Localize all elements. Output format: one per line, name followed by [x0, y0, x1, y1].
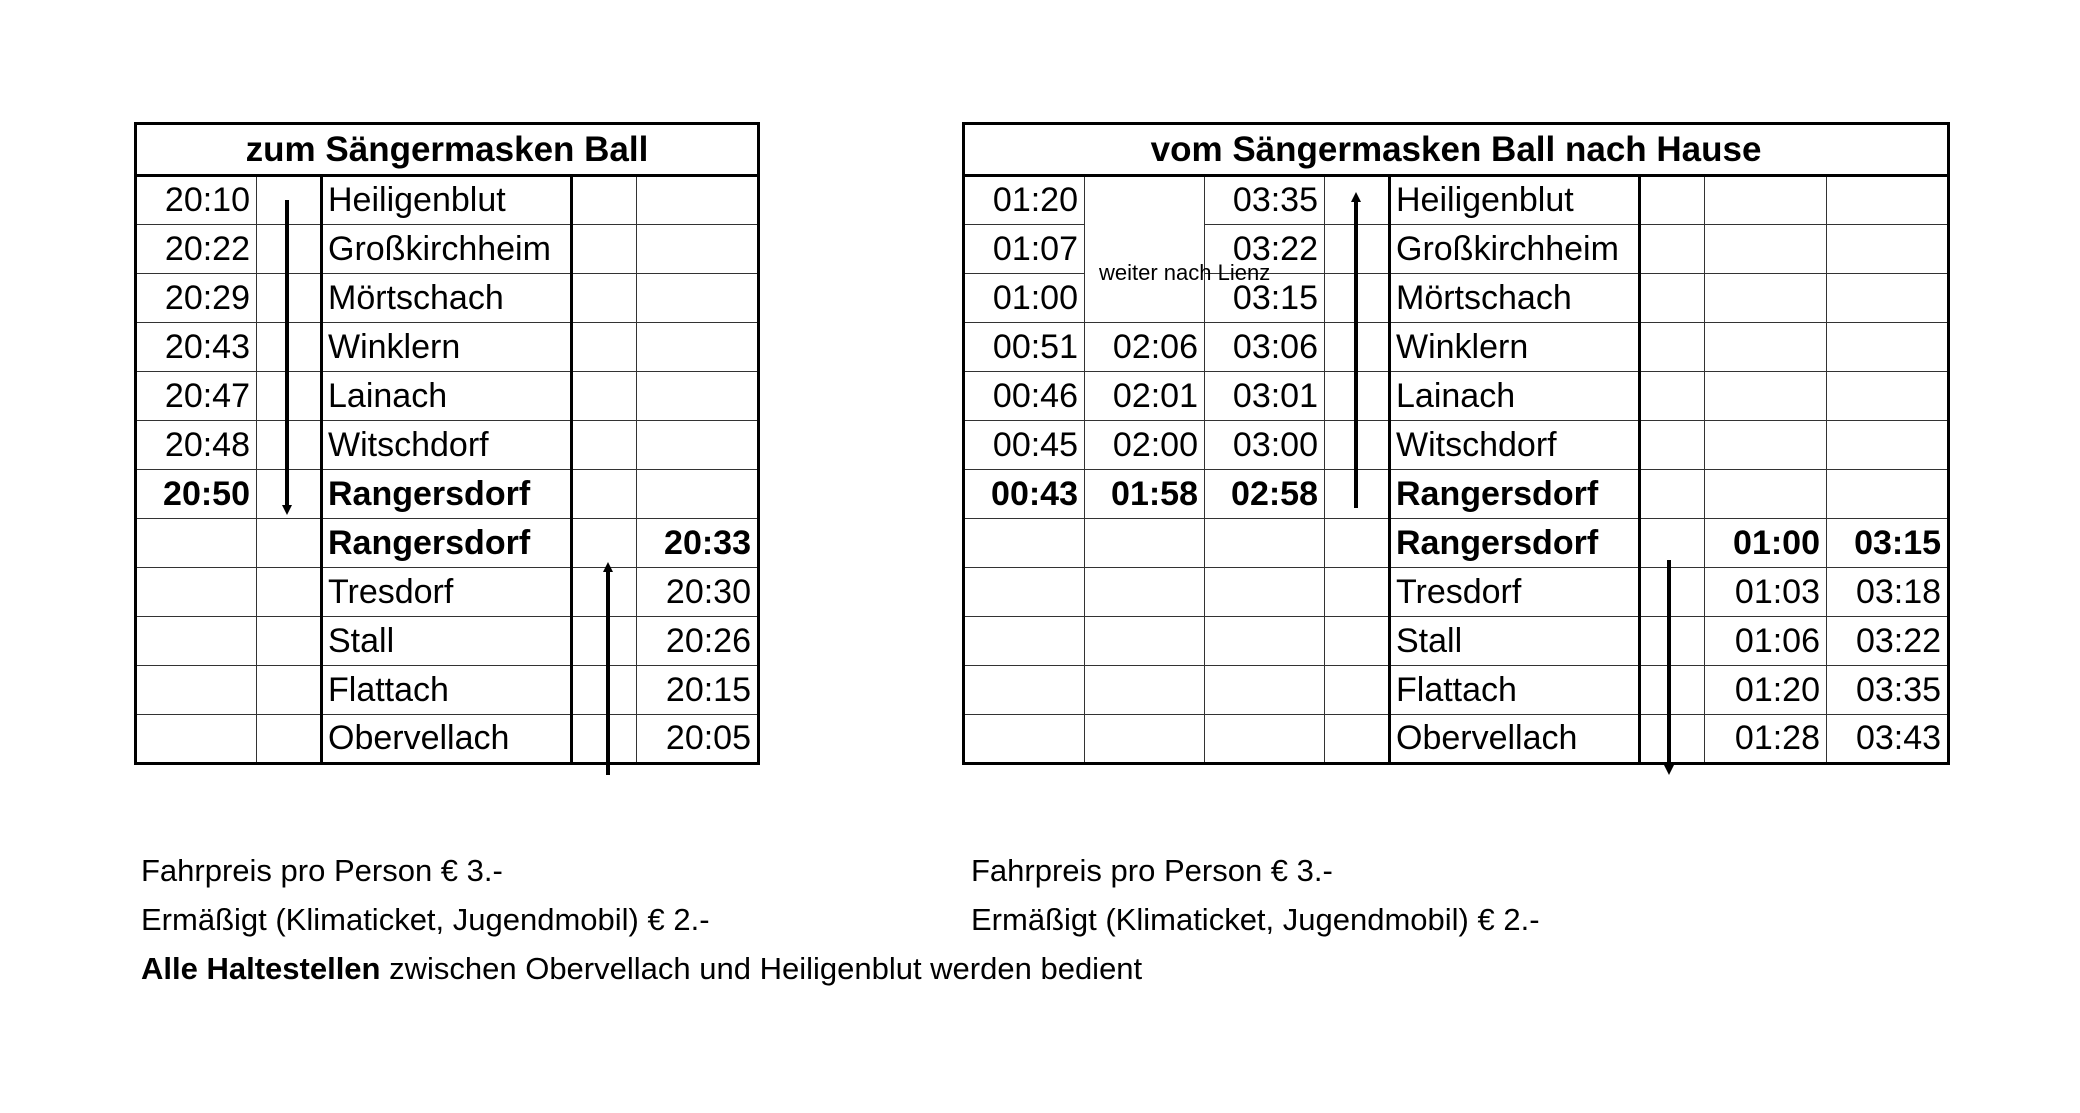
departure-time [1705, 470, 1827, 519]
table-row [136, 372, 759, 421]
departure-time [964, 519, 1085, 568]
departure-time [1705, 372, 1827, 421]
stop-name: Tresdorf [1390, 568, 1640, 617]
departure-time: 03:00 [1205, 421, 1325, 470]
departure-time: 03:15 [1827, 519, 1949, 568]
departure-time [136, 666, 257, 715]
departure-time [1705, 274, 1827, 323]
departure-time [1827, 323, 1949, 372]
departure-time: 01:03 [1705, 568, 1827, 617]
departure-time: 20:33 [637, 519, 759, 568]
stop-name: Großkirchheim [322, 225, 572, 274]
departure-time: 20:47 [136, 372, 257, 421]
arrow-column [1325, 323, 1390, 372]
arrow-column [257, 568, 322, 617]
arrow-column [257, 176, 322, 225]
arrow-column [572, 421, 637, 470]
stop-name: Flattach [1390, 666, 1640, 715]
table-row [964, 225, 1949, 274]
stop-name: Stall [1390, 617, 1640, 666]
departure-time [1085, 519, 1205, 568]
return-title: vom Sängermasken Ball nach Hause [964, 124, 1949, 176]
stop-name: Witschdorf [1390, 421, 1640, 470]
departure-time: 01:00 [1705, 519, 1827, 568]
stop-name: Rangersdorf [1390, 470, 1640, 519]
departure-time [1205, 715, 1325, 764]
fare-text: Fahrpreis pro Person € 3.- [141, 853, 503, 888]
departure-time: 20:29 [136, 274, 257, 323]
departure-time: 01:07 [964, 225, 1085, 274]
arrow-column [1640, 176, 1705, 225]
arrow-column [257, 274, 322, 323]
departure-time: 01:06 [1705, 617, 1827, 666]
stop-name: Winklern [1390, 323, 1640, 372]
stop-name: Großkirchheim [1390, 225, 1640, 274]
departure-time: 02:06 [1085, 323, 1205, 372]
arrow-column [257, 666, 322, 715]
arrow-column [1640, 470, 1705, 519]
notes-right [971, 846, 1540, 944]
table-row [964, 666, 1949, 715]
stop-name: Rangersdorf [322, 519, 572, 568]
arrow-column [257, 715, 322, 764]
departure-time: 03:22 [1205, 225, 1325, 274]
empty-cell [1085, 176, 1205, 225]
stop-name: Obervellach [322, 715, 572, 764]
arrow-column [1640, 421, 1705, 470]
stop-name: Obervellach [1390, 715, 1640, 764]
arrow-column [1325, 421, 1390, 470]
arrow-column [1640, 568, 1705, 617]
stop-name: Winklern [322, 323, 572, 372]
table-row [136, 666, 759, 715]
arrow-column [1640, 274, 1705, 323]
table-row [136, 519, 759, 568]
arrow-column [257, 519, 322, 568]
departure-time [637, 421, 759, 470]
departure-time [964, 617, 1085, 666]
departure-time [637, 470, 759, 519]
arrow-column [572, 274, 637, 323]
stop-name: Heiligenblut [322, 176, 572, 225]
departure-time [1827, 470, 1949, 519]
departure-time [1085, 568, 1205, 617]
departure-time: 20:50 [136, 470, 257, 519]
departure-time [136, 568, 257, 617]
table-row [136, 421, 759, 470]
arrow-column [572, 519, 637, 568]
departure-time [637, 274, 759, 323]
arrow-column [1640, 519, 1705, 568]
all-stops-bold: Alle Haltestellen [141, 951, 381, 986]
table-row [964, 568, 1949, 617]
departure-time: 01:20 [964, 176, 1085, 225]
departure-time: 20:05 [637, 715, 759, 764]
arrow-column [1325, 519, 1390, 568]
departure-time: 00:51 [964, 323, 1085, 372]
departure-time [136, 617, 257, 666]
stop-name: Rangersdorf [322, 470, 572, 519]
departure-time: 20:43 [136, 323, 257, 372]
departure-time [1827, 421, 1949, 470]
departure-time: 03:18 [1827, 568, 1949, 617]
departure-time: 01:00 [964, 274, 1085, 323]
arrow-column [1640, 617, 1705, 666]
departure-time: 20:22 [136, 225, 257, 274]
arrow-column [257, 421, 322, 470]
arrow-column [257, 470, 322, 519]
arrow-column [257, 372, 322, 421]
departure-time [136, 715, 257, 764]
arrow-column [1325, 617, 1390, 666]
arrow-column [1640, 666, 1705, 715]
departure-time: 02:01 [1085, 372, 1205, 421]
arrow-column [1325, 470, 1390, 519]
stop-name: Flattach [322, 666, 572, 715]
departure-time [1827, 176, 1949, 225]
departure-time [1205, 666, 1325, 715]
reduced-fare-text: Ermäßigt (Klimaticket, Jugendmobil) € 2.- [141, 902, 710, 937]
table-row [964, 372, 1949, 421]
arrow-column [257, 323, 322, 372]
departure-time: 03:35 [1205, 176, 1325, 225]
arrow-column [572, 715, 637, 764]
reduced-fare-text: Ermäßigt (Klimaticket, Jugendmobil) € 2.- [971, 902, 1540, 937]
arrow-column [572, 470, 637, 519]
arrow-column [572, 323, 637, 372]
arrow-column [257, 617, 322, 666]
stop-name: Lainach [322, 372, 572, 421]
return-timetable [962, 122, 1950, 765]
departure-time [1705, 225, 1827, 274]
table-row [964, 470, 1949, 519]
departure-time [964, 715, 1085, 764]
departure-time [637, 176, 759, 225]
departure-time: 01:58 [1085, 470, 1205, 519]
stop-name: Lainach [1390, 372, 1640, 421]
arrow-column [1325, 666, 1390, 715]
table-row [964, 715, 1949, 764]
departure-time [1705, 323, 1827, 372]
table-row [964, 519, 1949, 568]
arrow-column [1325, 715, 1390, 764]
departure-time: 00:43 [964, 470, 1085, 519]
departure-time: 00:46 [964, 372, 1085, 421]
departure-time: 20:10 [136, 176, 257, 225]
arrow-column [1325, 372, 1390, 421]
table-row [136, 568, 759, 617]
departure-time: 03:22 [1827, 617, 1949, 666]
departure-time [1085, 617, 1205, 666]
table-row [964, 421, 1949, 470]
arrow-column [1640, 715, 1705, 764]
table-row [136, 323, 759, 372]
fare-text: Fahrpreis pro Person € 3.- [971, 853, 1333, 888]
table-row [964, 323, 1949, 372]
stop-name: Mörtschach [1390, 274, 1640, 323]
departure-time: 20:15 [637, 666, 759, 715]
table-row [136, 274, 759, 323]
departure-time: 03:35 [1827, 666, 1949, 715]
departure-time [1205, 617, 1325, 666]
departure-time [1205, 568, 1325, 617]
departure-time: 02:00 [1085, 421, 1205, 470]
all-stops-note [141, 944, 1142, 993]
arrow-column [1325, 225, 1390, 274]
departure-time [1705, 176, 1827, 225]
arrow-column [572, 176, 637, 225]
table-row [964, 176, 1949, 225]
stop-name: Rangersdorf [1390, 519, 1640, 568]
stop-name: Tresdorf [322, 568, 572, 617]
departure-time: 00:45 [964, 421, 1085, 470]
table-row [136, 617, 759, 666]
departure-time: 20:30 [637, 568, 759, 617]
departure-time [1705, 421, 1827, 470]
lienz-note: weiter nach Lienz [1085, 225, 1205, 323]
arrow-column [1640, 323, 1705, 372]
arrow-column [572, 225, 637, 274]
departure-time: 20:48 [136, 421, 257, 470]
departure-time [964, 568, 1085, 617]
departure-time [964, 666, 1085, 715]
departure-time [1827, 274, 1949, 323]
arrow-column [572, 666, 637, 715]
departure-time [637, 225, 759, 274]
all-stops-rest: zwischen Obervellach und Heiligenblut werden bedient [380, 951, 1143, 986]
departure-time: 03:06 [1205, 323, 1325, 372]
table-row [136, 470, 759, 519]
stop-name: Stall [322, 617, 572, 666]
table-row [136, 225, 759, 274]
departure-time [1205, 519, 1325, 568]
arrow-column [572, 617, 637, 666]
departure-time: 03:15 [1205, 274, 1325, 323]
departure-time: 03:43 [1827, 715, 1949, 764]
table-row [136, 176, 759, 225]
departure-time [1827, 372, 1949, 421]
departure-time: 20:26 [637, 617, 759, 666]
outbound-title: zum Sängermasken Ball [136, 124, 759, 176]
departure-time: 01:28 [1705, 715, 1827, 764]
departure-time: 03:01 [1205, 372, 1325, 421]
arrow-column [572, 568, 637, 617]
arrow-column [572, 372, 637, 421]
outbound-timetable [134, 122, 760, 765]
departure-time [136, 519, 257, 568]
departure-time [1827, 225, 1949, 274]
stop-name: Witschdorf [322, 421, 572, 470]
stop-name: Mörtschach [322, 274, 572, 323]
departure-time [637, 323, 759, 372]
arrow-column [257, 225, 322, 274]
departure-time [1085, 666, 1205, 715]
arrow-column [1325, 274, 1390, 323]
table-row [964, 617, 1949, 666]
departure-time: 01:20 [1705, 666, 1827, 715]
arrow-column [1325, 176, 1390, 225]
departure-time: 02:58 [1205, 470, 1325, 519]
arrow-column [1640, 225, 1705, 274]
arrow-column [1640, 372, 1705, 421]
table-row [136, 715, 759, 764]
departure-time [1085, 715, 1205, 764]
departure-time [637, 372, 759, 421]
stop-name: Heiligenblut [1390, 176, 1640, 225]
arrow-column [1325, 568, 1390, 617]
